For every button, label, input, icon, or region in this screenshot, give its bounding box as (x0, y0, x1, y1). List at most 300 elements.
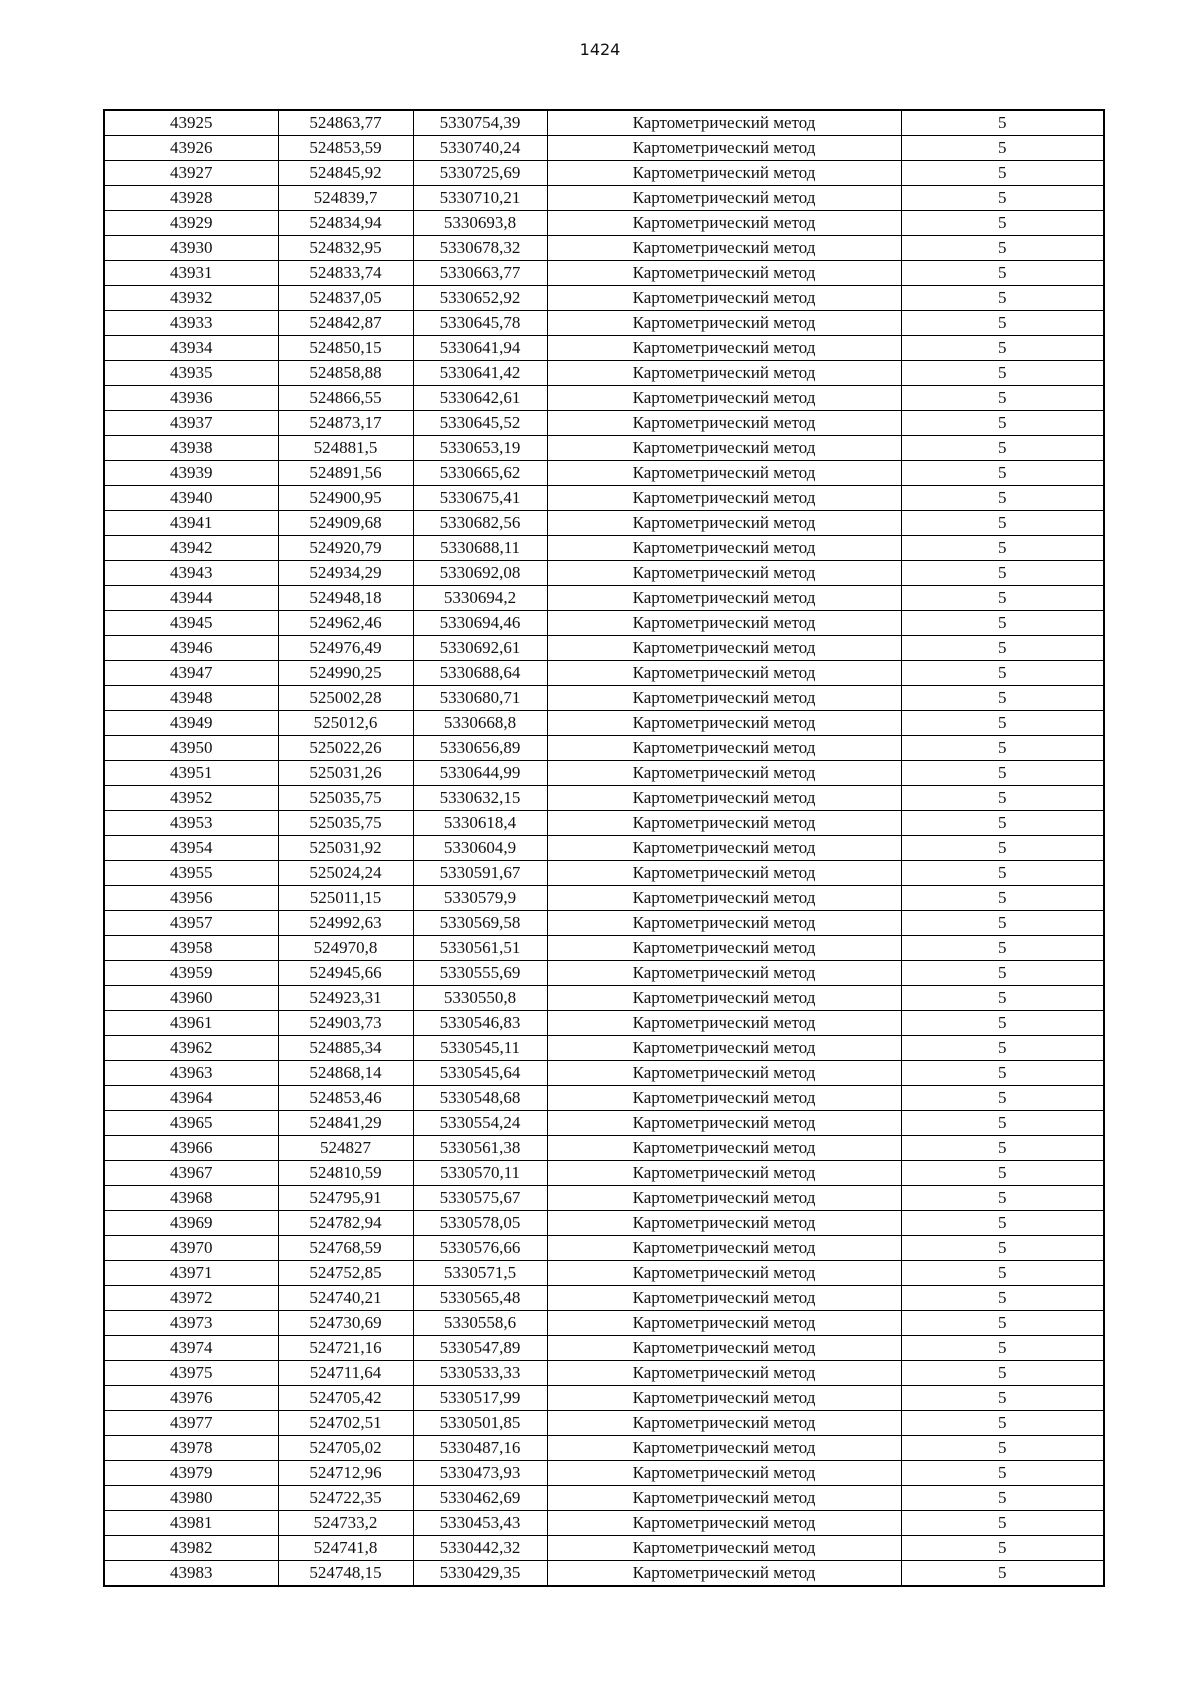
x-coordinate-cell: 524945,66 (278, 961, 413, 986)
accuracy-cell: 5 (901, 436, 1104, 461)
accuracy-cell: 5 (901, 886, 1104, 911)
point-number-cell: 43953 (104, 811, 278, 836)
y-coordinate-cell: 5330693,8 (413, 211, 547, 236)
accuracy-cell: 5 (901, 586, 1104, 611)
point-number-cell: 43963 (104, 1061, 278, 1086)
accuracy-cell: 5 (901, 736, 1104, 761)
accuracy-cell: 5 (901, 686, 1104, 711)
y-coordinate-cell: 5330570,11 (413, 1161, 547, 1186)
x-coordinate-cell: 525031,92 (278, 836, 413, 861)
table-row (104, 236, 1104, 261)
table-row (104, 186, 1104, 211)
y-coordinate-cell: 5330710,21 (413, 186, 547, 211)
accuracy-cell: 5 (901, 811, 1104, 836)
method-cell: Картометрический метод (547, 361, 901, 386)
point-number-cell: 43960 (104, 986, 278, 1011)
point-number-cell: 43957 (104, 911, 278, 936)
point-number-cell: 43952 (104, 786, 278, 811)
x-coordinate-cell: 524976,49 (278, 636, 413, 661)
y-coordinate-cell: 5330688,11 (413, 536, 547, 561)
table-row (104, 711, 1104, 736)
x-coordinate-cell: 525031,26 (278, 761, 413, 786)
point-number-cell: 43938 (104, 436, 278, 461)
y-coordinate-cell: 5330678,32 (413, 236, 547, 261)
accuracy-cell: 5 (901, 1361, 1104, 1386)
table-row (104, 386, 1104, 411)
x-coordinate-cell: 524705,02 (278, 1436, 413, 1461)
x-coordinate-cell: 524845,92 (278, 161, 413, 186)
method-cell: Картометрический метод (547, 1186, 901, 1211)
method-cell: Картометрический метод (547, 1386, 901, 1411)
table-row (104, 211, 1104, 236)
method-cell: Картометрический метод (547, 161, 901, 186)
table-row (104, 611, 1104, 636)
accuracy-cell: 5 (901, 961, 1104, 986)
point-number-cell: 43927 (104, 161, 278, 186)
x-coordinate-cell: 524752,85 (278, 1261, 413, 1286)
method-cell: Картометрический метод (547, 1411, 901, 1436)
table-row (104, 1311, 1104, 1336)
y-coordinate-cell: 5330578,05 (413, 1211, 547, 1236)
y-coordinate-cell: 5330554,24 (413, 1111, 547, 1136)
y-coordinate-cell: 5330561,38 (413, 1136, 547, 1161)
method-cell: Картометрический метод (547, 811, 901, 836)
accuracy-cell: 5 (901, 186, 1104, 211)
point-number-cell: 43955 (104, 861, 278, 886)
x-coordinate-cell: 524712,96 (278, 1461, 413, 1486)
table-row (104, 961, 1104, 986)
point-number-cell: 43977 (104, 1411, 278, 1436)
point-number-cell: 43975 (104, 1361, 278, 1386)
method-cell: Картометрический метод (547, 486, 901, 511)
point-number-cell: 43939 (104, 461, 278, 486)
accuracy-cell: 5 (901, 461, 1104, 486)
table-row (104, 486, 1104, 511)
table-row (104, 1111, 1104, 1136)
method-cell: Картометрический метод (547, 736, 901, 761)
table-row (104, 861, 1104, 886)
y-coordinate-cell: 5330692,08 (413, 561, 547, 586)
coordinates-table (103, 109, 1105, 1587)
table-row (104, 361, 1104, 386)
x-coordinate-cell: 524721,16 (278, 1336, 413, 1361)
point-number-cell: 43983 (104, 1561, 278, 1587)
point-number-cell: 43948 (104, 686, 278, 711)
point-number-cell: 43961 (104, 1011, 278, 1036)
y-coordinate-cell: 5330740,24 (413, 136, 547, 161)
table-row (104, 1161, 1104, 1186)
x-coordinate-cell: 524853,46 (278, 1086, 413, 1111)
method-cell: Картометрический метод (547, 211, 901, 236)
method-cell: Картометрический метод (547, 186, 901, 211)
x-coordinate-cell: 524810,59 (278, 1161, 413, 1186)
x-coordinate-cell: 524863,77 (278, 110, 413, 136)
accuracy-cell: 5 (901, 386, 1104, 411)
table-row (104, 1261, 1104, 1286)
table-row (104, 311, 1104, 336)
accuracy-cell: 5 (901, 286, 1104, 311)
x-coordinate-cell: 525035,75 (278, 811, 413, 836)
point-number-cell: 43959 (104, 961, 278, 986)
table-row (104, 561, 1104, 586)
table-row (104, 586, 1104, 611)
y-coordinate-cell: 5330688,64 (413, 661, 547, 686)
accuracy-cell: 5 (901, 1511, 1104, 1536)
accuracy-cell: 5 (901, 136, 1104, 161)
method-cell: Картометрический метод (547, 861, 901, 886)
y-coordinate-cell: 5330645,52 (413, 411, 547, 436)
table-row (104, 1411, 1104, 1436)
x-coordinate-cell: 524795,91 (278, 1186, 413, 1211)
point-number-cell: 43978 (104, 1436, 278, 1461)
table-row (104, 1361, 1104, 1386)
table-row (104, 1086, 1104, 1111)
x-coordinate-cell: 524832,95 (278, 236, 413, 261)
method-cell: Картометрический метод (547, 286, 901, 311)
table-row (104, 886, 1104, 911)
x-coordinate-cell: 525024,24 (278, 861, 413, 886)
y-coordinate-cell: 5330487,16 (413, 1436, 547, 1461)
table-row (104, 1236, 1104, 1261)
x-coordinate-cell: 524722,35 (278, 1486, 413, 1511)
y-coordinate-cell: 5330682,56 (413, 511, 547, 536)
point-number-cell: 43936 (104, 386, 278, 411)
table-row (104, 636, 1104, 661)
table-row (104, 1036, 1104, 1061)
x-coordinate-cell: 524705,42 (278, 1386, 413, 1411)
y-coordinate-cell: 5330569,58 (413, 911, 547, 936)
accuracy-cell: 5 (901, 261, 1104, 286)
x-coordinate-cell: 524885,34 (278, 1036, 413, 1061)
x-coordinate-cell: 524853,59 (278, 136, 413, 161)
y-coordinate-cell: 5330641,94 (413, 336, 547, 361)
accuracy-cell: 5 (901, 1436, 1104, 1461)
accuracy-cell: 5 (901, 661, 1104, 686)
y-coordinate-cell: 5330555,69 (413, 961, 547, 986)
y-coordinate-cell: 5330547,89 (413, 1336, 547, 1361)
accuracy-cell: 5 (901, 1411, 1104, 1436)
table-row (104, 1436, 1104, 1461)
x-coordinate-cell: 525012,6 (278, 711, 413, 736)
table-row (104, 786, 1104, 811)
accuracy-cell: 5 (901, 1561, 1104, 1587)
point-number-cell: 43981 (104, 1511, 278, 1536)
x-coordinate-cell: 524782,94 (278, 1211, 413, 1236)
method-cell: Картометрический метод (547, 1536, 901, 1561)
y-coordinate-cell: 5330561,51 (413, 936, 547, 961)
table-row (104, 911, 1104, 936)
point-number-cell: 43941 (104, 511, 278, 536)
accuracy-cell: 5 (901, 1461, 1104, 1486)
y-coordinate-cell: 5330462,69 (413, 1486, 547, 1511)
accuracy-cell: 5 (901, 611, 1104, 636)
y-coordinate-cell: 5330754,39 (413, 110, 547, 136)
y-coordinate-cell: 5330546,83 (413, 1011, 547, 1036)
accuracy-cell: 5 (901, 1311, 1104, 1336)
y-coordinate-cell: 5330641,42 (413, 361, 547, 386)
point-number-cell: 43946 (104, 636, 278, 661)
y-coordinate-cell: 5330645,78 (413, 311, 547, 336)
method-cell: Картометрический метод (547, 1211, 901, 1236)
x-coordinate-cell: 524920,79 (278, 536, 413, 561)
accuracy-cell: 5 (901, 1086, 1104, 1111)
accuracy-cell: 5 (901, 486, 1104, 511)
y-coordinate-cell: 5330550,8 (413, 986, 547, 1011)
x-coordinate-cell: 524834,94 (278, 211, 413, 236)
table-row (104, 661, 1104, 686)
point-number-cell: 43970 (104, 1236, 278, 1261)
x-coordinate-cell: 524866,55 (278, 386, 413, 411)
point-number-cell: 43951 (104, 761, 278, 786)
table-row (104, 1386, 1104, 1411)
x-coordinate-cell: 524827 (278, 1136, 413, 1161)
x-coordinate-cell: 524748,15 (278, 1561, 413, 1587)
x-coordinate-cell: 525035,75 (278, 786, 413, 811)
x-coordinate-cell: 524837,05 (278, 286, 413, 311)
y-coordinate-cell: 5330579,9 (413, 886, 547, 911)
point-number-cell: 43934 (104, 336, 278, 361)
x-coordinate-cell: 524850,15 (278, 336, 413, 361)
y-coordinate-cell: 5330652,92 (413, 286, 547, 311)
accuracy-cell: 5 (901, 836, 1104, 861)
accuracy-cell: 5 (901, 1186, 1104, 1211)
point-number-cell: 43940 (104, 486, 278, 511)
x-coordinate-cell: 524992,63 (278, 911, 413, 936)
method-cell: Картометрический метод (547, 311, 901, 336)
table-row (104, 110, 1104, 136)
accuracy-cell: 5 (901, 1161, 1104, 1186)
accuracy-cell: 5 (901, 561, 1104, 586)
accuracy-cell: 5 (901, 1261, 1104, 1286)
x-coordinate-cell: 524833,74 (278, 261, 413, 286)
method-cell: Картометрический метод (547, 786, 901, 811)
table-row (104, 1536, 1104, 1561)
accuracy-cell: 5 (901, 1236, 1104, 1261)
x-coordinate-cell: 525022,26 (278, 736, 413, 761)
y-coordinate-cell: 5330644,99 (413, 761, 547, 786)
y-coordinate-cell: 5330656,89 (413, 736, 547, 761)
table-row (104, 1461, 1104, 1486)
accuracy-cell: 5 (901, 336, 1104, 361)
table-row (104, 286, 1104, 311)
table-row (104, 761, 1104, 786)
point-number-cell: 43949 (104, 711, 278, 736)
method-cell: Картометрический метод (547, 1461, 901, 1486)
x-coordinate-cell: 524868,14 (278, 1061, 413, 1086)
method-cell: Картометрический метод (547, 1136, 901, 1161)
accuracy-cell: 5 (901, 936, 1104, 961)
point-number-cell: 43979 (104, 1461, 278, 1486)
point-number-cell: 43973 (104, 1311, 278, 1336)
table-row (104, 461, 1104, 486)
x-coordinate-cell: 524740,21 (278, 1286, 413, 1311)
method-cell: Картометрический метод (547, 686, 901, 711)
point-number-cell: 43982 (104, 1536, 278, 1561)
table-row (104, 1286, 1104, 1311)
point-number-cell: 43967 (104, 1161, 278, 1186)
accuracy-cell: 5 (901, 1286, 1104, 1311)
y-coordinate-cell: 5330618,4 (413, 811, 547, 836)
x-coordinate-cell: 524923,31 (278, 986, 413, 1011)
accuracy-cell: 5 (901, 236, 1104, 261)
method-cell: Картометрический метод (547, 1161, 901, 1186)
accuracy-cell: 5 (901, 761, 1104, 786)
method-cell: Картометрический метод (547, 561, 901, 586)
table-row (104, 736, 1104, 761)
accuracy-cell: 5 (901, 711, 1104, 736)
method-cell: Картометрический метод (547, 586, 901, 611)
table-row (104, 686, 1104, 711)
table-row (104, 986, 1104, 1011)
accuracy-cell: 5 (901, 636, 1104, 661)
method-cell: Картометрический метод (547, 611, 901, 636)
y-coordinate-cell: 5330545,64 (413, 1061, 547, 1086)
accuracy-cell: 5 (901, 1136, 1104, 1161)
accuracy-cell: 5 (901, 1536, 1104, 1561)
method-cell: Картометрический метод (547, 1336, 901, 1361)
x-coordinate-cell: 524900,95 (278, 486, 413, 511)
method-cell: Картометрический метод (547, 1261, 901, 1286)
method-cell: Картометрический метод (547, 711, 901, 736)
x-coordinate-cell: 524970,8 (278, 936, 413, 961)
accuracy-cell: 5 (901, 361, 1104, 386)
y-coordinate-cell: 5330576,66 (413, 1236, 547, 1261)
point-number-cell: 43943 (104, 561, 278, 586)
point-number-cell: 43966 (104, 1136, 278, 1161)
table-row (104, 336, 1104, 361)
method-cell: Картометрический метод (547, 536, 901, 561)
method-cell: Картометрический метод (547, 1561, 901, 1587)
point-number-cell: 43945 (104, 611, 278, 636)
x-coordinate-cell: 524909,68 (278, 511, 413, 536)
y-coordinate-cell: 5330694,2 (413, 586, 547, 611)
table-row (104, 411, 1104, 436)
x-coordinate-cell: 524858,88 (278, 361, 413, 386)
x-coordinate-cell: 524768,59 (278, 1236, 413, 1261)
x-coordinate-cell: 524730,69 (278, 1311, 413, 1336)
y-coordinate-cell: 5330558,6 (413, 1311, 547, 1336)
accuracy-cell: 5 (901, 1011, 1104, 1036)
accuracy-cell: 5 (901, 861, 1104, 886)
x-coordinate-cell: 524733,2 (278, 1511, 413, 1536)
point-number-cell: 43965 (104, 1111, 278, 1136)
y-coordinate-cell: 5330694,46 (413, 611, 547, 636)
y-coordinate-cell: 5330591,67 (413, 861, 547, 886)
table-row (104, 836, 1104, 861)
method-cell: Картометрический метод (547, 386, 901, 411)
y-coordinate-cell: 5330725,69 (413, 161, 547, 186)
table-row (104, 261, 1104, 286)
method-cell: Картометрический метод (547, 636, 901, 661)
point-number-cell: 43926 (104, 136, 278, 161)
table-row (104, 1011, 1104, 1036)
table-row (104, 1136, 1104, 1161)
method-cell: Картометрический метод (547, 836, 901, 861)
point-number-cell: 43954 (104, 836, 278, 861)
y-coordinate-cell: 5330548,68 (413, 1086, 547, 1111)
point-number-cell: 43968 (104, 1186, 278, 1211)
y-coordinate-cell: 5330545,11 (413, 1036, 547, 1061)
y-coordinate-cell: 5330571,5 (413, 1261, 547, 1286)
table-row (104, 811, 1104, 836)
method-cell: Картометрический метод (547, 461, 901, 486)
accuracy-cell: 5 (901, 110, 1104, 136)
accuracy-cell: 5 (901, 911, 1104, 936)
method-cell: Картометрический метод (547, 986, 901, 1011)
accuracy-cell: 5 (901, 161, 1104, 186)
table-row (104, 136, 1104, 161)
method-cell: Картометрический метод (547, 1036, 901, 1061)
point-number-cell: 43933 (104, 311, 278, 336)
table-row (104, 936, 1104, 961)
point-number-cell: 43925 (104, 110, 278, 136)
table-row (104, 1186, 1104, 1211)
method-cell: Картометрический метод (547, 1111, 901, 1136)
y-coordinate-cell: 5330501,85 (413, 1411, 547, 1436)
table-row (104, 536, 1104, 561)
method-cell: Картометрический метод (547, 411, 901, 436)
method-cell: Картометрический метод (547, 511, 901, 536)
method-cell: Картометрический метод (547, 236, 901, 261)
x-coordinate-cell: 524741,8 (278, 1536, 413, 1561)
table-row (104, 1486, 1104, 1511)
x-coordinate-cell: 525011,15 (278, 886, 413, 911)
table-row (104, 161, 1104, 186)
method-cell: Картометрический метод (547, 1236, 901, 1261)
point-number-cell: 43956 (104, 886, 278, 911)
method-cell: Картометрический метод (547, 761, 901, 786)
point-number-cell: 43932 (104, 286, 278, 311)
method-cell: Картометрический метод (547, 1286, 901, 1311)
x-coordinate-cell: 524881,5 (278, 436, 413, 461)
x-coordinate-cell: 524711,64 (278, 1361, 413, 1386)
x-coordinate-cell: 524891,56 (278, 461, 413, 486)
point-number-cell: 43935 (104, 361, 278, 386)
x-coordinate-cell: 524841,29 (278, 1111, 413, 1136)
y-coordinate-cell: 5330575,67 (413, 1186, 547, 1211)
y-coordinate-cell: 5330473,93 (413, 1461, 547, 1486)
y-coordinate-cell: 5330442,32 (413, 1536, 547, 1561)
y-coordinate-cell: 5330632,15 (413, 786, 547, 811)
method-cell: Картометрический метод (547, 1061, 901, 1086)
point-number-cell: 43928 (104, 186, 278, 211)
table-row (104, 1336, 1104, 1361)
x-coordinate-cell: 524934,29 (278, 561, 413, 586)
accuracy-cell: 5 (901, 1111, 1104, 1136)
point-number-cell: 43974 (104, 1336, 278, 1361)
accuracy-cell: 5 (901, 1336, 1104, 1361)
method-cell: Картометрический метод (547, 1311, 901, 1336)
accuracy-cell: 5 (901, 1486, 1104, 1511)
method-cell: Картометрический метод (547, 110, 901, 136)
point-number-cell: 43972 (104, 1286, 278, 1311)
point-number-cell: 43962 (104, 1036, 278, 1061)
accuracy-cell: 5 (901, 786, 1104, 811)
point-number-cell: 43964 (104, 1086, 278, 1111)
accuracy-cell: 5 (901, 311, 1104, 336)
y-coordinate-cell: 5330692,61 (413, 636, 547, 661)
method-cell: Картометрический метод (547, 1511, 901, 1536)
point-number-cell: 43958 (104, 936, 278, 961)
y-coordinate-cell: 5330668,8 (413, 711, 547, 736)
y-coordinate-cell: 5330680,71 (413, 686, 547, 711)
point-number-cell: 43976 (104, 1386, 278, 1411)
y-coordinate-cell: 5330429,35 (413, 1561, 547, 1587)
accuracy-cell: 5 (901, 1386, 1104, 1411)
y-coordinate-cell: 5330517,99 (413, 1386, 547, 1411)
table-row (104, 1561, 1104, 1587)
point-number-cell: 43937 (104, 411, 278, 436)
